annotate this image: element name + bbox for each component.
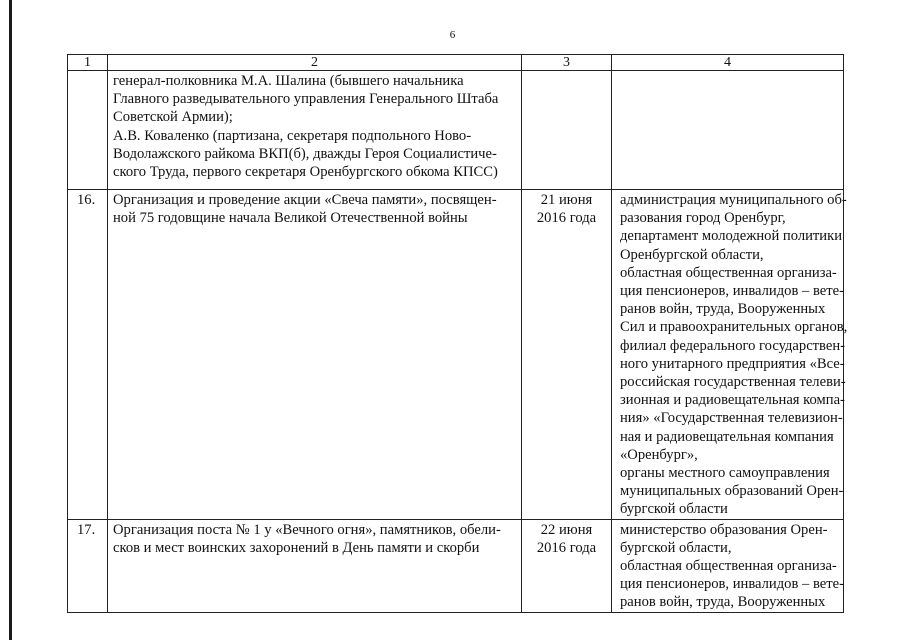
- text-line: разования город Оренбург,: [620, 210, 786, 227]
- text-line: 2016 года: [536, 210, 597, 227]
- text-line: 22 июня: [540, 521, 593, 538]
- text-line: Организация и проведение акции «Свеча памяти», посвящен-: [113, 192, 497, 208]
- text-line: ского Труда, первого секретаря Оренбургского обкома КПСС): [113, 164, 498, 181]
- text-line: Сил и правоохранительных органов,: [620, 319, 848, 336]
- text-line: бургской области: [620, 501, 728, 518]
- row-number: 16.: [68, 190, 108, 520]
- text-line: ранов войн, труда, Вооруженных: [620, 594, 826, 611]
- text-line: ного унитарного предприятия «Все-: [620, 355, 845, 372]
- text-line: ной 75 годовщине начала Великой Отечественной войны: [113, 210, 468, 227]
- text-line: А.В. Коваленко (партизана, секретаря подпольного Ново-: [113, 127, 472, 144]
- text-line: департамент молодежной политики: [620, 228, 843, 245]
- row-responsible: [612, 190, 848, 520]
- text-line: Оренбургской области,: [620, 246, 764, 263]
- text-line: Водолажского райкома ВКП(б), дважды Героя Социалистиче-: [113, 145, 497, 162]
- table-row: [68, 190, 844, 520]
- text-line: Организация поста № 1 у «Вечного огня», памятников, обели-: [113, 521, 501, 538]
- column-header-description: 2: [108, 55, 522, 71]
- text-line: органы местного самоуправления: [620, 465, 830, 482]
- row-date: [522, 519, 612, 612]
- text-line: ция пенсионеров, инвалидов – вете-: [620, 576, 844, 593]
- text-line: ния» «Государственная телевизион-: [620, 410, 843, 427]
- row-date: [522, 190, 612, 520]
- text-line: российская государственная телеви-: [620, 374, 846, 391]
- text-line: 21 июня: [540, 192, 593, 208]
- text-line: генерал-полковника М.А. Шалина (бывшего начальника: [113, 73, 464, 89]
- row-responsible: [612, 71, 844, 190]
- text-line: сков и мест воинских захоронений в День памяти и скорби: [113, 539, 480, 556]
- text-line: муниципальных образований Орен-: [620, 483, 844, 500]
- text-line: филиал федерального государствен-: [620, 337, 846, 354]
- row-description: [108, 190, 522, 520]
- text-line: Советской Армии);: [113, 109, 233, 126]
- text-line: администрация муниципального об-: [620, 192, 847, 208]
- text-line: Главного разведывательного управления Генерального Штаба: [113, 91, 499, 108]
- row-number: [68, 71, 108, 190]
- text-line: ная и радиовещательная компания: [620, 428, 834, 445]
- table-row: [68, 519, 844, 612]
- row-description: [108, 519, 522, 612]
- table-header-row: [68, 55, 844, 71]
- row-date: [522, 71, 612, 190]
- column-header-date: 3: [522, 55, 612, 71]
- column-header-responsible: 4: [612, 55, 844, 71]
- page-number: 6: [449, 29, 456, 41]
- text-line: зионная и радиовещательная компа-: [620, 392, 845, 409]
- events-table: [67, 54, 848, 613]
- text-line: областная общественная организа-: [620, 558, 837, 575]
- text-line: ция пенсионеров, инвалидов – вете-: [620, 283, 844, 300]
- table-row: [68, 71, 844, 190]
- text-line: областная общественная организа-: [620, 264, 837, 281]
- text-line: «Оренбург»,: [620, 446, 698, 463]
- scan-edge-line: [9, 0, 12, 640]
- column-header-number: 1: [68, 55, 108, 71]
- text-line: 2016 года: [536, 539, 597, 556]
- row-description: [108, 71, 522, 190]
- row-number: 17.: [68, 519, 108, 612]
- text-line: министерство образования Орен-: [620, 521, 828, 538]
- text-line: ранов войн, труда, Вооруженных: [620, 301, 826, 318]
- row-responsible: [612, 519, 844, 612]
- text-line: бургской области,: [620, 539, 732, 556]
